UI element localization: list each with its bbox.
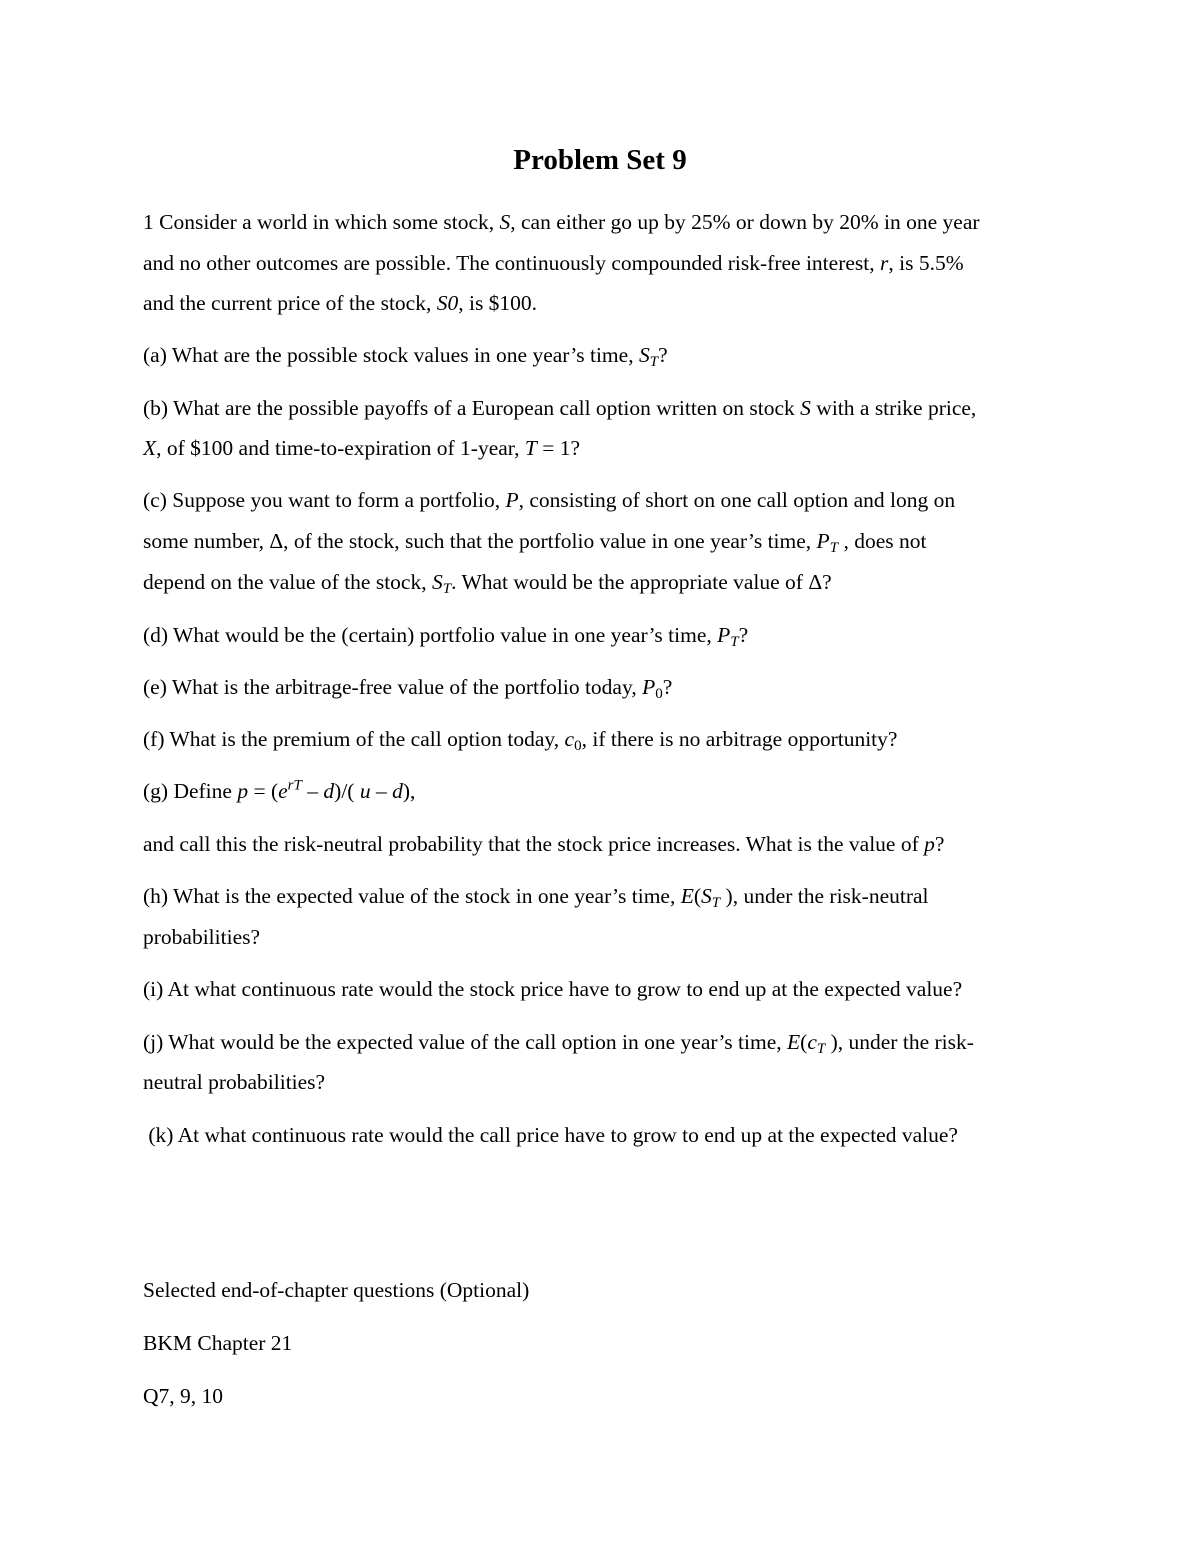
part-c-line-3: depend on the value of the stock, $S_T$. What would be the appropriate value of Δ? [143, 570, 832, 598]
part-c-line-2: some number, Δ, of the stock, such that the portfolio value in one year’s time, $P_T$ , does not [143, 529, 927, 557]
chapter-reference: BKM Chapter 21 [143, 1331, 293, 1355]
q1-intro-line-3: and the current price of the stock, S0, is $100. [143, 291, 538, 315]
part-j-line-1: (j) What would be the expected value of the call option in one year’s time, $E(c_T$ ), under the risk- [143, 1030, 974, 1058]
part-k: (k) At what continuous rate would the call price have to grow to end up at the expected value? [143, 1123, 958, 1147]
part-b-line-1: (b) What are the possible payoffs of a European call option written on stock S with a strike price, [143, 396, 977, 420]
part-g-definition: (g) Define $p = (e^{rT} - d)/$( u – d), [143, 777, 416, 803]
part-i: (i) At what continuous rate would the stock price have to grow to end up at the expected value? [143, 977, 963, 1001]
part-g-question: and call this the risk-neutral probability that the stock price increases. What is the value of p? [143, 832, 945, 856]
q1-intro-line-1: 1 Consider a world in which some stock, S, can either go up by 25% or down by 20% in one year [143, 210, 980, 234]
part-h-line-1: (h) What is the expected value of the stock in one year’s time, $E(S_T$ ), under the risk-neutral [143, 884, 929, 912]
part-a: (a) What are the possible stock values in one year’s time, $S_T$? [143, 343, 668, 371]
q1-intro-line-2: and no other outcomes are possible. The continuously compounded risk-free interest, r, is 5.5% [143, 251, 964, 275]
part-b-line-2: X, of $100 and time-to-expiration of 1-year, T = 1? [143, 436, 580, 460]
part-h-line-2: probabilities? [143, 925, 261, 949]
part-e: (e) What is the arbitrage-free value of the portfolio today, $P_0$? [143, 675, 673, 703]
page-title: Problem Set 9 [513, 144, 687, 176]
optional-heading: Selected end-of-chapter questions (Optional) [143, 1278, 530, 1302]
part-j-line-2: neutral probabilities? [143, 1070, 326, 1094]
part-d: (d) What would be the (certain) portfolio value in one year’s time, $P_T$? [143, 623, 749, 651]
part-f: (f) What is the premium of the call option today, $c_0$, if there is no arbitrage opportunity? [143, 727, 898, 755]
question-list: Q7, 9, 10 [143, 1384, 224, 1408]
part-c-line-1: (c) Suppose you want to form a portfolio, P, consisting of short on one call option and long on [143, 488, 956, 512]
